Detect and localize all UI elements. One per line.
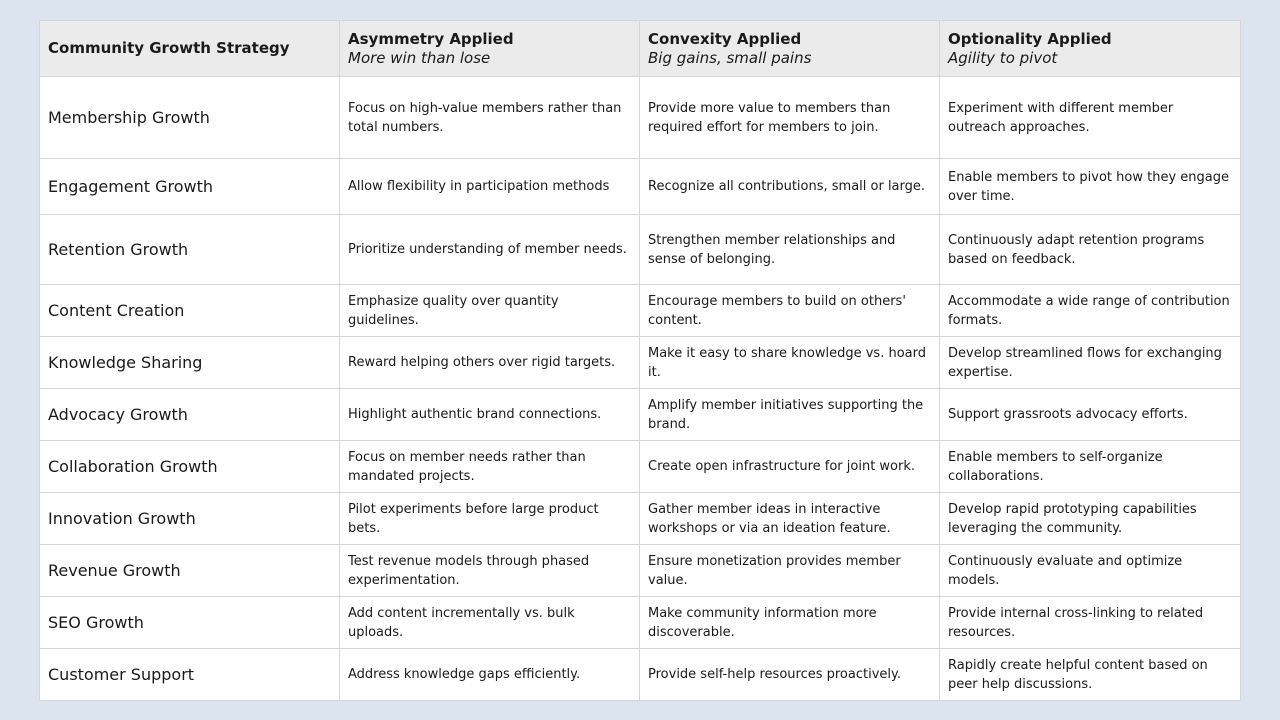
row-strategy: Knowledge Sharing	[40, 337, 340, 389]
cell-convexity: Create open infrastructure for joint work.	[640, 441, 940, 493]
row-strategy: Innovation Growth	[40, 493, 340, 545]
cell-asymmetry: Address knowledge gaps efficiently.	[340, 649, 640, 701]
header-title: Optionality Applied	[948, 29, 1112, 48]
header-title: Community Growth Strategy	[48, 39, 290, 57]
cell-optionality: Enable members to self-organize collaborations.	[940, 441, 1241, 493]
cell-optionality: Support grassroots advocacy efforts.	[940, 389, 1241, 441]
cell-convexity: Amplify member initiatives supporting the brand.	[640, 389, 940, 441]
cell-optionality: Accommodate a wide range of contribution formats.	[940, 285, 1241, 337]
table-row	[40, 597, 1241, 649]
cell-optionality: Continuously evaluate and optimize models.	[940, 545, 1241, 597]
header-convexity	[640, 21, 940, 77]
cell-optionality: Develop rapid prototyping capabilities leveraging the community.	[940, 493, 1241, 545]
cell-asymmetry: Add content incrementally vs. bulk uploads.	[340, 597, 640, 649]
row-strategy: Revenue Growth	[40, 545, 340, 597]
cell-asymmetry: Pilot experiments before large product bets.	[340, 493, 640, 545]
cell-convexity: Make community information more discoverable.	[640, 597, 940, 649]
table-row	[40, 389, 1241, 441]
cell-asymmetry: Focus on member needs rather than mandated projects.	[340, 441, 640, 493]
cell-convexity: Gather member ideas in interactive workshops or via an ideation feature.	[640, 493, 940, 545]
row-strategy: Content Creation	[40, 285, 340, 337]
row-strategy: Advocacy Growth	[40, 389, 340, 441]
header-row	[40, 21, 1241, 77]
row-strategy: SEO Growth	[40, 597, 340, 649]
row-strategy: Collaboration Growth	[40, 441, 340, 493]
row-strategy: Customer Support	[40, 649, 340, 701]
cell-optionality: Enable members to pivot how they engage over time.	[940, 159, 1241, 215]
cell-convexity: Encourage members to build on others' content.	[640, 285, 940, 337]
cell-convexity: Provide self-help resources proactively.	[640, 649, 940, 701]
cell-asymmetry: Test revenue models through phased experimentation.	[340, 545, 640, 597]
header-strategy	[40, 21, 340, 77]
cell-convexity: Recognize all contributions, small or large.	[640, 159, 940, 215]
table-row	[40, 649, 1241, 701]
cell-optionality: Rapidly create helpful content based on peer help discussions.	[940, 649, 1241, 701]
cell-optionality: Develop streamlined flows for exchanging expertise.	[940, 337, 1241, 389]
header-optionality	[940, 21, 1241, 77]
table-row	[40, 159, 1241, 215]
cell-asymmetry: Prioritize understanding of member needs.	[340, 215, 640, 285]
cell-convexity: Provide more value to members than required effort for members to join.	[640, 77, 940, 159]
row-strategy: Retention Growth	[40, 215, 340, 285]
header-subtitle: Agility to pivot	[948, 48, 1058, 67]
cell-optionality: Provide internal cross-linking to related resources.	[940, 597, 1241, 649]
table-row	[40, 215, 1241, 285]
cell-asymmetry: Allow flexibility in participation methods	[340, 159, 640, 215]
table-row	[40, 285, 1241, 337]
cell-asymmetry: Focus on high-value members rather than total numbers.	[340, 77, 640, 159]
row-strategy: Engagement Growth	[40, 159, 340, 215]
table-row	[40, 77, 1241, 159]
cell-asymmetry: Highlight authentic brand connections.	[340, 389, 640, 441]
cell-convexity: Ensure monetization provides member value.	[640, 545, 940, 597]
table-row	[40, 493, 1241, 545]
row-strategy: Membership Growth	[40, 77, 340, 159]
table-row	[40, 337, 1241, 389]
header-title: Convexity Applied	[648, 29, 802, 48]
cell-optionality: Experiment with different member outreach approaches.	[940, 77, 1241, 159]
header-asymmetry	[340, 21, 640, 77]
header-subtitle: More win than lose	[348, 48, 491, 67]
cell-optionality: Continuously adapt retention programs based on feedback.	[940, 215, 1241, 285]
strategy-table	[39, 20, 1241, 701]
header-title: Asymmetry Applied	[348, 29, 514, 48]
cell-asymmetry: Reward helping others over rigid targets.	[340, 337, 640, 389]
table-row	[40, 441, 1241, 493]
header-subtitle: Big gains, small pains	[648, 48, 812, 67]
table-row	[40, 545, 1241, 597]
cell-asymmetry: Emphasize quality over quantity guidelines.	[340, 285, 640, 337]
cell-convexity: Make it easy to share knowledge vs. hoard it.	[640, 337, 940, 389]
cell-convexity: Strengthen member relationships and sense of belonging.	[640, 215, 940, 285]
strategy-table-container	[39, 20, 1240, 700]
